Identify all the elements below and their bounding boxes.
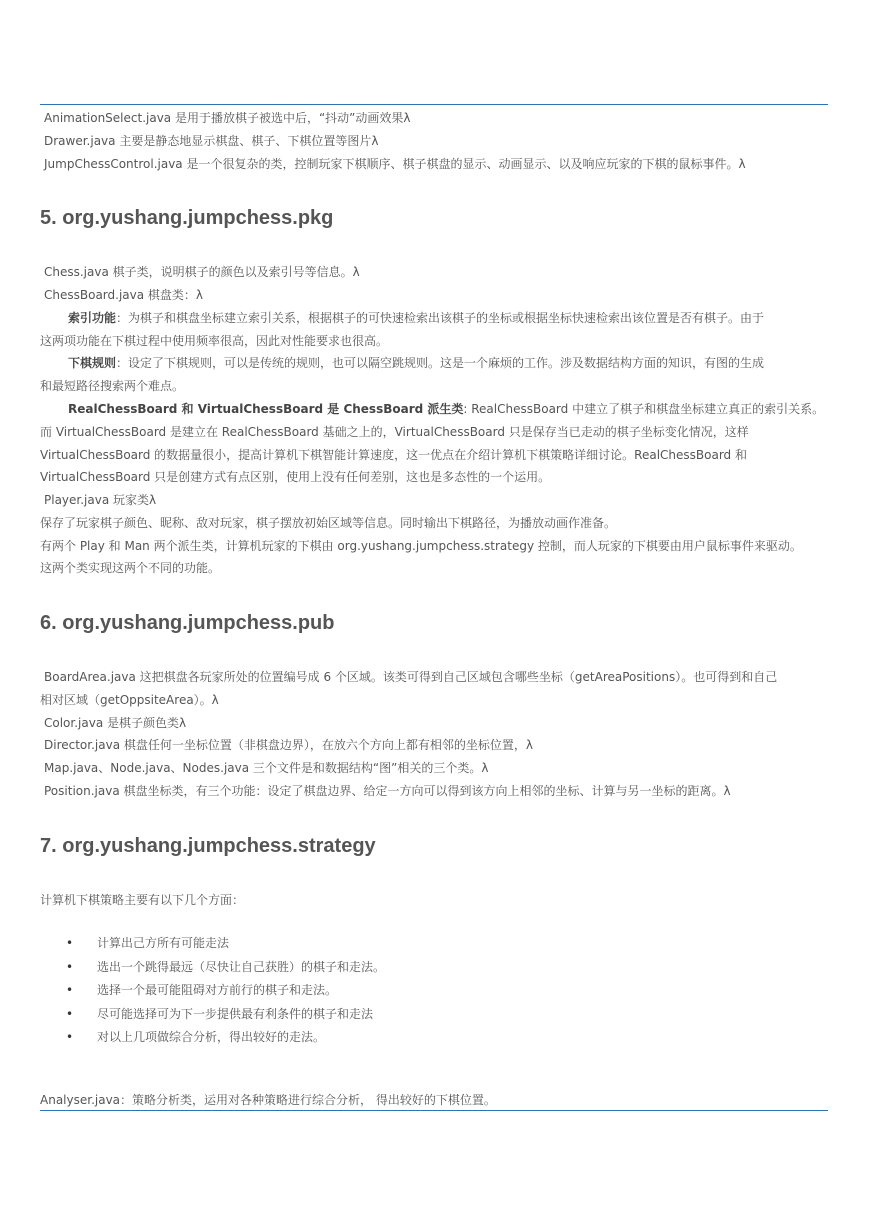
real-virtual-text: : RealChessBoard 中建立了棋子和棋盘坐标建立真正的索引关系。 bbox=[463, 402, 825, 416]
map-node-nodes-line: Map.java、Node.java、Nodes.java 三个文件是和数据结构“图”相关的三个类。λ bbox=[44, 761, 489, 775]
chessboard-java-line: ChessBoard.java 棋盘类：λ bbox=[44, 288, 204, 302]
position-java-line: Position.java 棋盘坐标类，有三个功能：设定了棋盘边界、给定一方向可以得到该方向上相邻的坐标、计算与另一坐标的距离。λ bbox=[44, 784, 731, 798]
top-rule bbox=[40, 104, 828, 105]
index-function-text: ：为棋子和棋盘坐标建立索引关系，根据棋子的可快速检索出该棋子的坐标或根据坐标快速检索出该位置是否有棋子。由于 bbox=[116, 311, 765, 325]
player-text-line-1: 保存了玩家棋子颜色、昵称、敌对玩家，棋子摆放初始区域等信息。同时输出下棋路径，为播放动画作准备。 bbox=[40, 516, 617, 530]
rule-label: 下棋规则 bbox=[68, 356, 117, 370]
player-java-line: Player.java 玩家类λ bbox=[44, 493, 157, 507]
real-virtual-line-3: VirtualChessBoard 的数据量很小，提高计算机下棋智能计算速度，这一优点在介绍计算机下棋策略详细讨论。RealChessBoard 和 bbox=[40, 448, 747, 462]
bullet-icon: • bbox=[66, 1006, 74, 1021]
bullet-icon: • bbox=[66, 1030, 74, 1044]
bottom-rule bbox=[40, 1110, 828, 1111]
chess-java-line: Chess.java 棋子类，说明棋子的颜色以及索引号等信息。λ bbox=[44, 265, 360, 279]
rule-line-2: 和最短路径搜索两个难点。 bbox=[40, 379, 185, 393]
section7-heading: 7. org.yushang.jumpchess.strategy bbox=[40, 835, 376, 857]
intro-line-animationselect: AnimationSelect.java 是用于播放棋子被选中后，“抖动”动画效果λ bbox=[44, 111, 411, 125]
player-text-line-3: 这两个类实现这两个不同的功能。 bbox=[40, 561, 221, 575]
intro-line-drawer: Drawer.java 主要是静态地显示棋盘、棋子、下棋位置等图片λ bbox=[44, 134, 379, 148]
analyser-line: Analyser.java：策略分析类，运用对各种策略进行综合分析， 得出较好的下棋位置。 bbox=[40, 1093, 496, 1107]
rule-line bbox=[68, 355, 764, 371]
boardarea-line-1: BoardArea.java 这把棋盘各玩家所处的位置编号成 6 个区域。该类可得到自己区域包含哪些坐标（getAreaPositions）。也可得到和自己 bbox=[44, 670, 778, 684]
real-virtual-line bbox=[68, 401, 824, 417]
index-function-line-2: 这两项功能在下棋过程中使用频率很高，因此对性能要求也很高。 bbox=[40, 334, 389, 348]
rule-text: ：设定了下棋规则，可以是传统的规则，也可以隔空跳规则。这是一个麻烦的工作。涉及数据结构方面的知识，有图的生成 bbox=[116, 356, 765, 370]
boardarea-line-2: 相对区域（getOppsiteArea）。λ bbox=[40, 693, 219, 707]
bullet-icon: • bbox=[66, 936, 74, 950]
real-virtual-line-4: VirtualChessBoard 只是创建方式有点区别，使用上没有任何差别，这也是多态性的一个运用。 bbox=[40, 470, 551, 484]
bullet-icon: • bbox=[66, 983, 74, 997]
color-java-line: Color.java 是棋子颜色类λ bbox=[44, 716, 187, 730]
player-text-line-2: 有两个 Play 和 Man 两个派生类，计算机玩家的下棋由 org.yushang.jumpchess.strategy 控制，而人玩家的下棋要由用户鼠标事件来驱动。 bbox=[40, 539, 802, 553]
real-virtual-line-2: 而 VirtualChessBoard 是建立在 RealChessBoard 基础之上的，VirtualChessBoard 只是保存当已走动的棋子坐标变化情况，这样 bbox=[40, 425, 749, 439]
strategy-intro: 计算机下棋策略主要有以下几个方面： bbox=[40, 893, 245, 907]
director-java-line: Director.java 棋盘任何一坐标位置（非棋盘边界），在放六个方向上都有相邻的坐标位置，λ bbox=[44, 738, 533, 752]
intro-line-jumpchesscontrol: JumpChessControl.java 是一个很复杂的类，控制玩家下棋顺序、棋子棋盘的显示、动画显示、以及响应玩家的下棋的鼠标事件。λ bbox=[44, 157, 746, 171]
section5-heading: 5. org.yushang.jumpchess.pkg bbox=[40, 207, 334, 229]
real-virtual-label: RealChessBoard 和 VirtualChessBoard 是 ChessBoard 派生类 bbox=[68, 402, 464, 416]
index-function-line bbox=[68, 310, 764, 326]
bullet-icon: • bbox=[66, 959, 74, 974]
section6-heading: 6. org.yushang.jumpchess.pub bbox=[40, 612, 335, 634]
index-function-label: 索引功能 bbox=[68, 311, 117, 325]
